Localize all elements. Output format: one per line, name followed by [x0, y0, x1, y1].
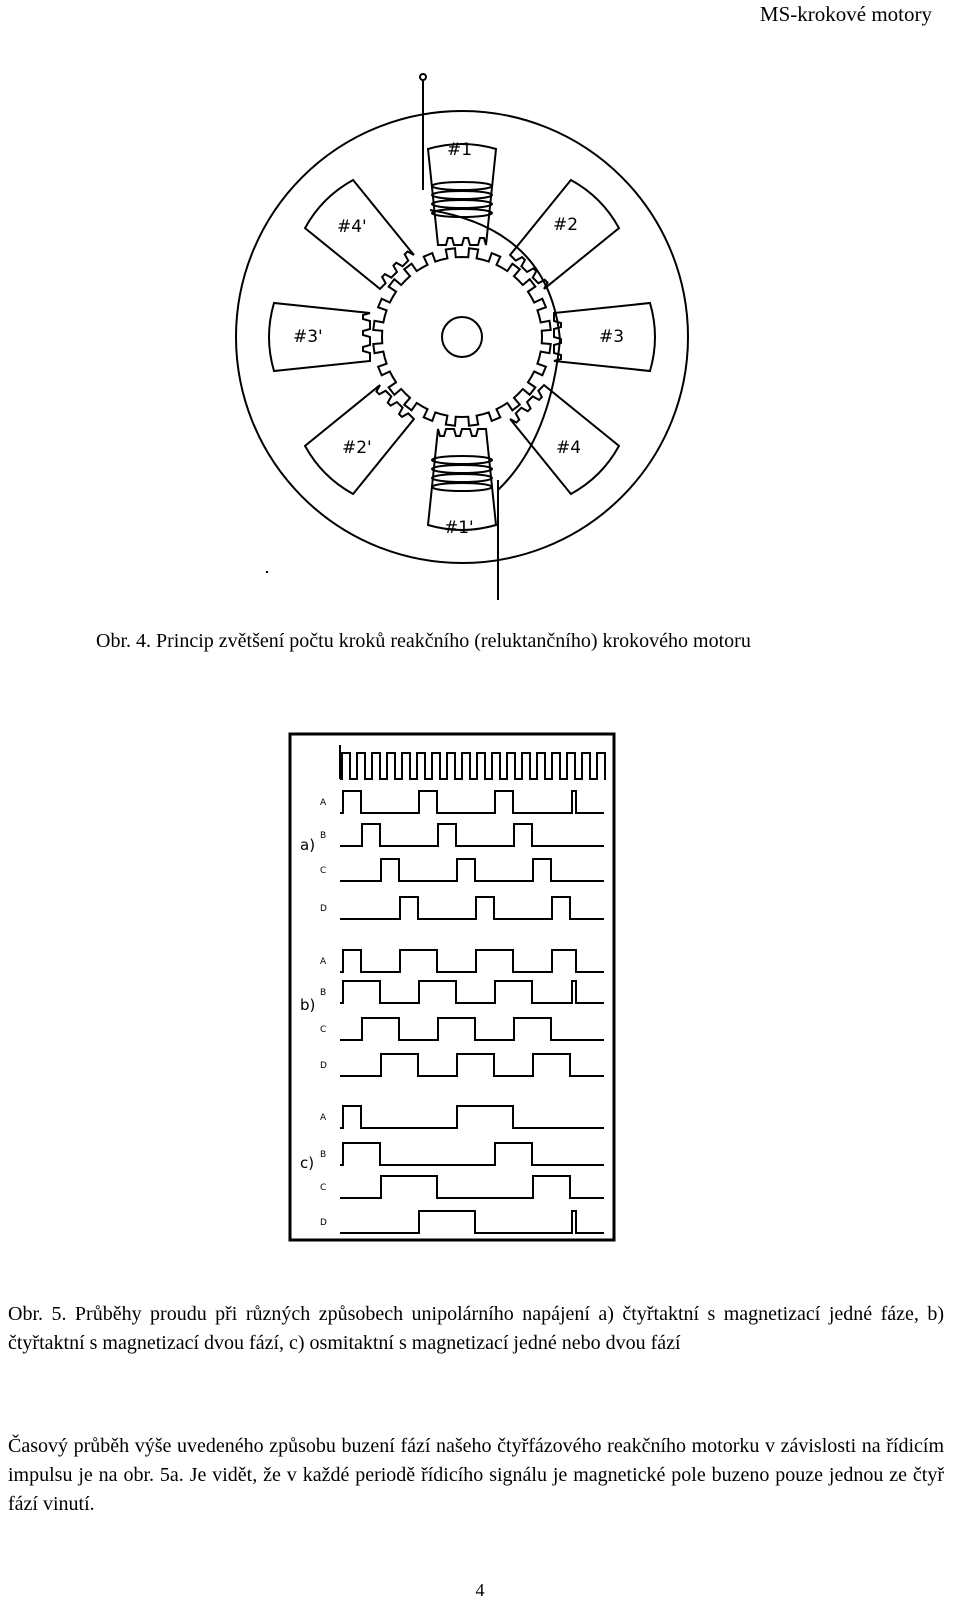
pole-label-1-prime: #1' [444, 518, 474, 538]
phase-label-a-C: C [320, 866, 327, 876]
wave-c-B [340, 1143, 604, 1165]
winding-connection [430, 210, 560, 490]
figure-5-caption: Obr. 5. Průběhy proudu při různých způsobech unipolárního napájení a) čtyřtaktní s magnetizací jedné fáze, b) čtyřtaktní s magnetizací dvou fází, c) osmitaktní s magnetizací jedné nebo dvou fází [8, 1303, 944, 1354]
phase-label-c-C: C [320, 1183, 327, 1193]
wave-b-B [340, 981, 604, 1003]
winding-bottom-coil [432, 456, 492, 464]
wave-c-C [340, 1176, 604, 1198]
phase-label-a-A: A [320, 798, 327, 808]
phase-label-b-D: D [320, 1061, 327, 1071]
rotor-toothed [373, 248, 550, 425]
wave-c-A [340, 1106, 604, 1128]
phase-label-c-B: B [320, 1150, 327, 1160]
pole-label-2: #2 [553, 215, 579, 235]
figure-4-caption: Obr. 4. Princip zvětšení počtu kroků reakčního (reluktančního) krokového motoru [96, 630, 751, 652]
winding-top-coil [432, 200, 492, 208]
wave-a-A [340, 791, 604, 813]
pole-label-4-prime: #4' [337, 217, 367, 237]
winding-bottom-coil [432, 474, 492, 482]
pole-label-3: #3 [599, 327, 625, 347]
wave-b-A [340, 950, 604, 972]
wave-b-D [340, 1054, 604, 1076]
phase-label-b-A: A [320, 957, 327, 967]
phase-label-b-C: C [320, 1025, 327, 1035]
page-number: 4 [475, 1580, 485, 1600]
body-paragraph: Časový průběh výše uvedeného způsobu buzení fází našeho čtyřfázového reakčního motorku v závislosti na řídicím impulsu je na obr. 5a. Je vidět, že v každé periodě řídicího signálu je magnetické pole buzeno pouze jednou ze čtyř fází vinutí. [8, 1435, 944, 1515]
phase-label-c-A: A [320, 1113, 327, 1123]
wave-a-D [340, 897, 604, 919]
group-label-a: a) [300, 836, 316, 854]
wave-b-C [340, 1018, 604, 1040]
winding-bottom-coil [432, 483, 492, 491]
wave-c-D [340, 1211, 604, 1233]
terminal-top [420, 74, 426, 80]
wave-a-B [340, 824, 604, 846]
group-label-b: b) [300, 996, 316, 1014]
pole-label-2-prime: #2' [342, 438, 372, 458]
pole-label-1: #1 [447, 140, 473, 160]
phase-current-waveforms [286, 730, 620, 1246]
wave-a-C [340, 859, 604, 881]
winding-top-coil [432, 182, 492, 190]
phase-label-b-B: B [320, 988, 327, 998]
phase-label-c-D: D [320, 1218, 327, 1228]
shaft-circle [442, 317, 482, 357]
phase-label-a-D: D [320, 904, 327, 914]
pole-label-3-prime: #3' [293, 327, 323, 347]
winding-top-coil [432, 191, 492, 199]
stepper-motor-diagram [230, 60, 690, 605]
phase-label-a-B: B [320, 831, 327, 841]
group-label-c: c) [300, 1154, 315, 1172]
clock-pulse-train [340, 753, 605, 779]
pole-label-4: #4 [556, 438, 582, 458]
winding-bottom-coil [432, 465, 492, 473]
running-header: MS-krokové motory [759, 2, 932, 26]
